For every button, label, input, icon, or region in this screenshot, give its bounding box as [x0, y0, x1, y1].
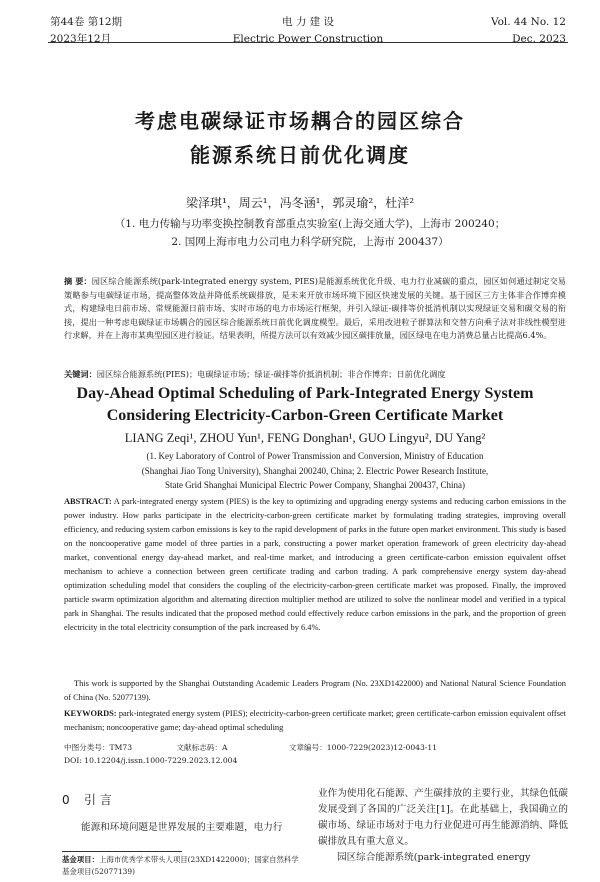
support-statement-en: This work is supported by the Shanghai Outstanding Academic Leaders Program (No. 23XD1422000) and National Natural Science Foundation of China (No. 52077139).: [64, 679, 566, 702]
header-center-line2: Electric Power Construction: [232, 33, 384, 45]
affil-en-line1: (1. Key Laboratory of Control of Power Transmission and Conversion, Ministry of Education: [146, 451, 484, 461]
header-center-line1: 电 力 建 设: [281, 16, 334, 28]
title-cn-line1: 考虑电碳绿证市场耦合的园区综合: [135, 109, 465, 133]
abstract-en-label: ABSTRACT:: [64, 497, 112, 506]
affil-en-line3: State Grid Shanghai Municipal Electric Power Company, Shanghai 200437, China): [164, 480, 466, 490]
paper-title-en: [40, 383, 570, 427]
title-en-line1: Day-Ahead Optimal Scheduling of Park-Integrated Energy System: [76, 385, 534, 402]
keywords-cn-text: 园区综合能源系统(PIES)；电碳绿证市场；绿证-碳排等价抵消机制；非合作博弈；日前优化调度: [96, 369, 446, 379]
title-cn-line2: 能源系统日前优化调度: [190, 143, 410, 167]
keywords-en-text: park-integrated energy system (PIES); electricity-carbon-green certificate market; green certificate-carbon emission equivalent offset mechanism; noncooperative game; day-ahead optimal scheduling: [64, 709, 566, 732]
header-left-line2: 2023年12月: [50, 33, 112, 45]
header-left-line1: 第44卷 第12期: [50, 16, 123, 28]
intro-left-column: [62, 790, 302, 836]
abstract-cn-text: 园区综合能源系统(park-integrated energy system, PIES)是能源系统优化升级、电力行业减碳的重点，园区如何通过制定交易策略参与电碳绿证市场，提高整体效益并降低系统碳排放，是未来开放市场环境下园区快速发展的关键。基于园区三方主体非合作博弈模式，构建绿电日前市场、常规能源日前市场、实时市场的电力市场运行框架，并引入绿证-碳排等价抵消机制以实现绿证交易和碳交易的衔接，提出一种考虑电碳绿证市场耦合的园区综合能源系统日前优化调度模型。最后，采用改进粒子群算法和交替方向乘子法对非线性模型进行求解，并在上海市某典型园区进行验证。结果表明，所提方法可以有效减少园区碳排放量，园区绿电在电力消费总量占比提高6.4%。: [64, 276, 566, 340]
affil-cn-line2: 2. 国网上海市电力公司电力科学研究院，上海市 200437）: [171, 236, 449, 248]
section-title: 引 言: [84, 793, 112, 807]
document-code: 文献标志码：A: [176, 743, 228, 752]
affiliations-en: [64, 449, 566, 493]
intro-right-paragraph-1: 业作为使用化石能源、产生碳排放的主要行业，其绿色低碳发展受到了各国的广泛关注[1]。在此基础上，我国确立的碳市场、绿证市场对于电力行业促进可再生能源消纳、降低碳排放具有重大意义。: [318, 788, 568, 847]
classification-line: [64, 741, 566, 754]
paper-title-cn: [40, 104, 560, 172]
footnote-divider: [62, 851, 182, 852]
intro-paragraph-1: 能源和环境问题是世界发展的主要难题，电力行: [81, 822, 283, 833]
funding-label: 基金项目：: [62, 855, 99, 864]
keywords-cn-label: 关键词：: [64, 369, 97, 379]
clc-number: 中图分类号：TM73: [64, 743, 133, 752]
section-heading-intro: [62, 790, 302, 810]
affil-cn-line1: （1. 电力传输与功率变换控制教育部重点实验室(上海交通大学)，上海市 200240；: [114, 218, 506, 230]
doi: DOI: 10.12204/j.issn.1000-7229.2023.12.004: [64, 756, 238, 765]
intro-right-column: [318, 786, 568, 866]
keywords-en-label: KEYWORDS:: [64, 709, 117, 718]
authors-en: LIANG Zeqi¹, ZHOU Yun¹, FENG Donghan¹, GUO Lingyu², DU Yang²: [124, 431, 486, 445]
intro-right-paragraph-2: 园区综合能源系统(park-integrated energy: [337, 852, 531, 863]
abstract-cn: [64, 275, 566, 343]
affiliations-cn: [60, 215, 560, 251]
funding-text: 上海市优秀学术带头人项目(23XD1422000)；国家自然科学基金项目(52077139): [62, 855, 299, 876]
header-divider: [48, 42, 568, 43]
affil-en-line2: (Shanghai Jiao Tong University), Shanghai 200240, China; 2. Electric Power Research Institute,: [141, 465, 489, 476]
keywords-en: [64, 707, 566, 734]
title-en-line2: Considering Electricity-Carbon-Green Certificate Market: [106, 407, 504, 424]
abstract-en-text: A park-integrated energy system (PIES) is the key to optimizing and upgrading energy systems and reducing carbon emissions in the power industry. How parks participate in the electricity-carbon-green certificate market by formulating trading strategies, improving overall efficiency, and reducing system carbon emissions is key to the rapid development of parks in the future open market environment. This study is based on the noncooperative game model of three parties in a park, constructing a power market operation framework of green electricity day-ahead market, conventional energy day-ahead market, and real-time market, and introducing a green certificate-carbon emission equivalent offset mechanism to achieve a connection between green certificate trading and carbon trading. A park comprehensive energy system day-ahead optimization scheduling model that considers the coupling of the electricity-carbon-green certificate market was proposed. Finally, the improved particle swarm optimization algorithm and alternating direction multiplier method are utilized to solve the nonlinear model and verified in a typical park in Shanghai. The results indicated that the proposed method could effectively reduce carbon emissions in the park, and the proportion of green electricity in the total electricity consumption of the park increased by 6.4%.: [64, 497, 566, 632]
funding-footnote: [62, 854, 302, 878]
header-right-line2: Dec. 2023: [512, 33, 566, 45]
header-right-line1: Vol. 44 No. 12: [490, 16, 566, 28]
article-number: 文章编号：1000-7229(2023)12-0043-11: [288, 743, 438, 752]
abstract-cn-label: 摘 要：: [64, 276, 92, 286]
abstract-en: [64, 495, 566, 635]
keywords-cn: [64, 368, 566, 381]
authors-cn: 梁泽琪¹，周云¹，冯冬涵¹，郭灵瑜²，杜洋²: [185, 196, 415, 210]
section-number: 0: [62, 793, 70, 807]
